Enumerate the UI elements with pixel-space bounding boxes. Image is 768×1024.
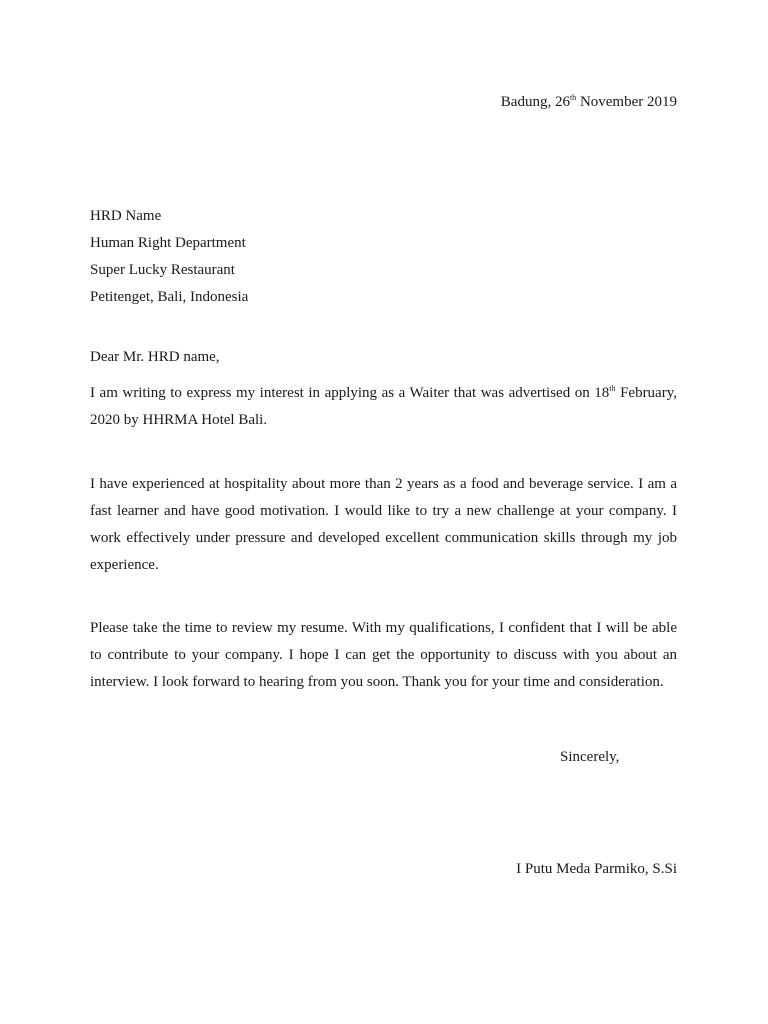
recipient-name: HRD Name — [90, 208, 162, 224]
paragraph-intro-part2: February, 2020 by HHRMA Hotel Bali. — [90, 385, 677, 428]
date-place-day: Badung, 26 — [500, 94, 570, 110]
letter-date — [501, 92, 677, 112]
salutation: Dear Mr. HRD name, — [90, 349, 220, 365]
paragraph-intro-suffix: th — [609, 384, 616, 393]
recipient-department: Human Right Department — [90, 235, 246, 251]
paragraph-intro-part1: I am writing to express my interest in applying as a Waiter that was advertised on 18 — [90, 385, 610, 401]
paragraph-intro — [90, 380, 677, 434]
paragraph-closing: Please take the time to review my resume. With my qualifications, I confident that I will be able to contribute to your company. I hope I can get the opportunity to discuss with you about an interview. I look forward to hearing from you soon. Thank you for your time and consideration. — [90, 620, 677, 690]
recipient-address: Petitenget, Bali, Indonesia — [90, 289, 249, 305]
recipient-company: Super Lucky Restaurant — [90, 262, 235, 278]
closing-line: Sincerely, — [560, 749, 620, 765]
signature-name: I Putu Meda Parmiko, S.Si — [516, 861, 677, 877]
date-day-suffix: th — [569, 93, 577, 102]
recipient-block — [90, 203, 248, 311]
paragraph-experience: I have experienced at hospitality about more than 2 years as a food and beverage service. I am a fast learner and have good motivation. I would like to try a new challenge at your company. I work effectively under pressure and developed excellent communication skills through my job experience. — [90, 476, 677, 573]
date-month-year: November 2019 — [576, 94, 677, 110]
